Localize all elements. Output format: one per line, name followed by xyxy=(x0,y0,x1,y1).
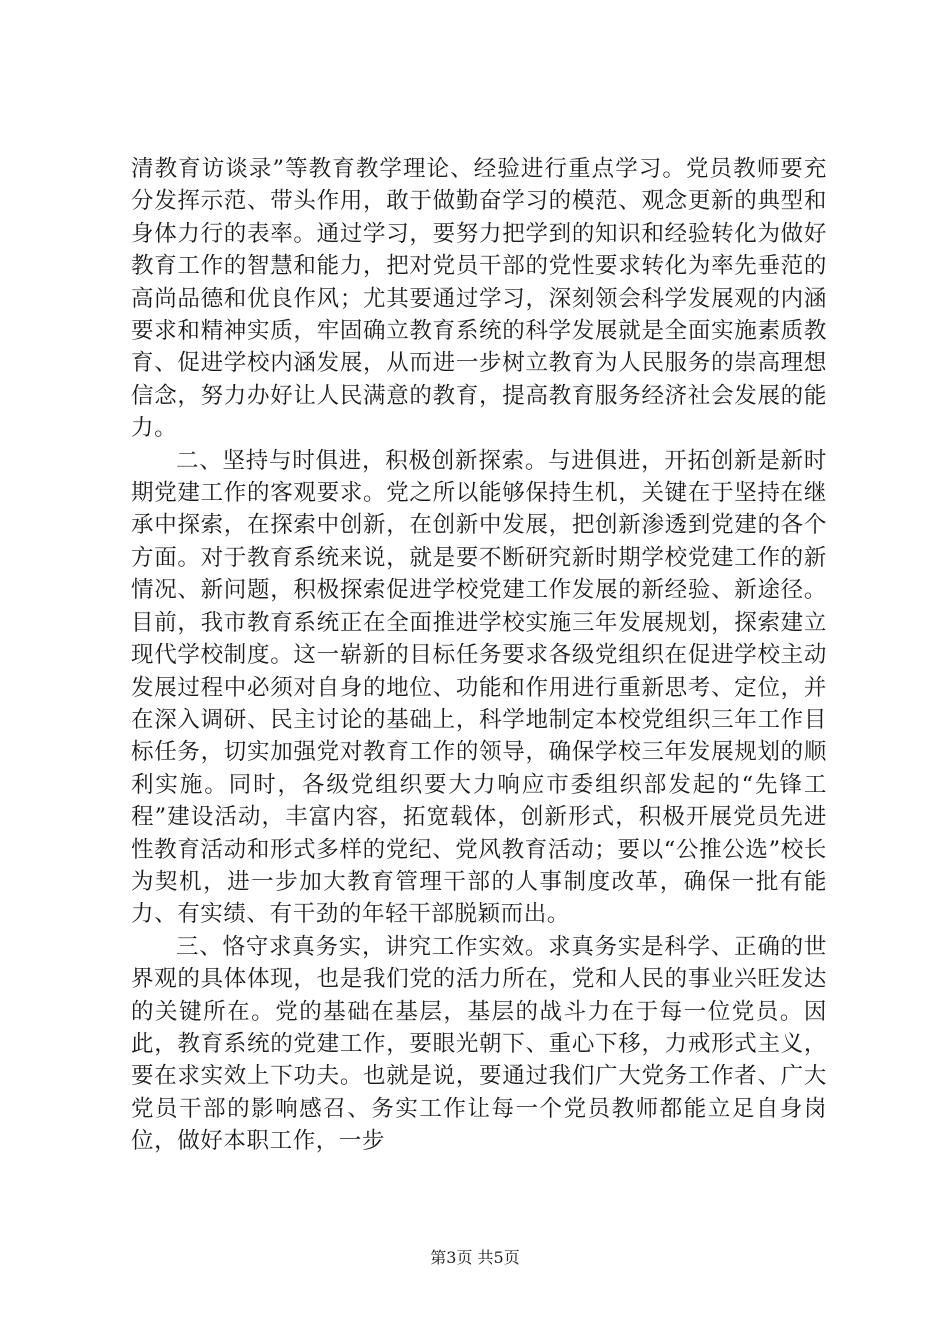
paragraph-3: 三、恪守求真务实，讲究工作实效。求真务实是科学、正确的世界观的具体体现，也是我们党的活力所在，党和人民的事业兴旺发达的关键所在。党的基础在基层，基层的战斗力在于每一位党员。因此，教育系统的党建工作，要眼光朝下、重心下移，力戒形式主义，要在求实效上下功夫。也就是说，要通过我们广大党务工作者、广大党员干部的影响感召、务实工作让每一个党员教师都能立足自身岗位，做好本职工作，一步 xyxy=(131,933,827,1155)
page-number-footer: 第3页 共5页 xyxy=(430,1248,520,1267)
body-text xyxy=(131,153,827,1158)
paragraph-1: 清教育访谈录”等教育教学理论、经验进行重点学习。党员教师要充分发挥示范、带头作用，敢于做勤奋学习的模范、观念更新的典型和身体力行的表率。通过学习，要努力把学到的知识和经验转化为做好教育工作的智慧和能力，把对党员干部的党性要求转化为率先垂范的高尚品德和优良作风；尤其要通过学习，深刻领会科学发展观的内涵要求和精神实质，牢固确立教育系统的科学发展就是全面实施素质教育、促进学校内涵发展，从而进一步树立教育为人民服务的崇高理想信念，努力办好让人民满意的教育，提高教育服务经济社会发展的能力。 xyxy=(131,156,827,442)
paragraph-2: 二、坚持与时俱进，积极创新探索。与进俱进，开拓创新是新时期党建工作的客观要求。党之所以能够保持生机，关键在于坚持在继承中探索，在探索中创新，在创新中发展，把创新渗透到党建的各个方面。对于教育系统来说，就是要不断研究新时期学校党建工作的新情况、新问题，积极探索促进学校党建工作发展的新经验、新途径。目前，我市教育系统正在全面推进学校实施三年发展规划，探索建立现代学校制度。这一崭新的目标任务要求各级党组织在促进学校主动发展过程中必须对自身的地位、功能和作用进行重新思考、定位，并在深入调研、民主讨论的基础上，科学地制定本校党组织三年工作目标任务，切实加强党对教育工作的领导，确保学校三年发展规划的顺利实施。同时，各级党组织要大力响应市委组织部发起的“先锋工程”建设活动，丰富内容，拓宽载体，创新形式，积极开展党员先进性教育活动和形式多样的党纪、党风教育活动；要以“公推公选”校长为契机，进一步加大教育管理干部的人事制度改革，确保一批有能力、有实绩、有干劲的年轻干部脱颖而出。 xyxy=(131,447,827,928)
